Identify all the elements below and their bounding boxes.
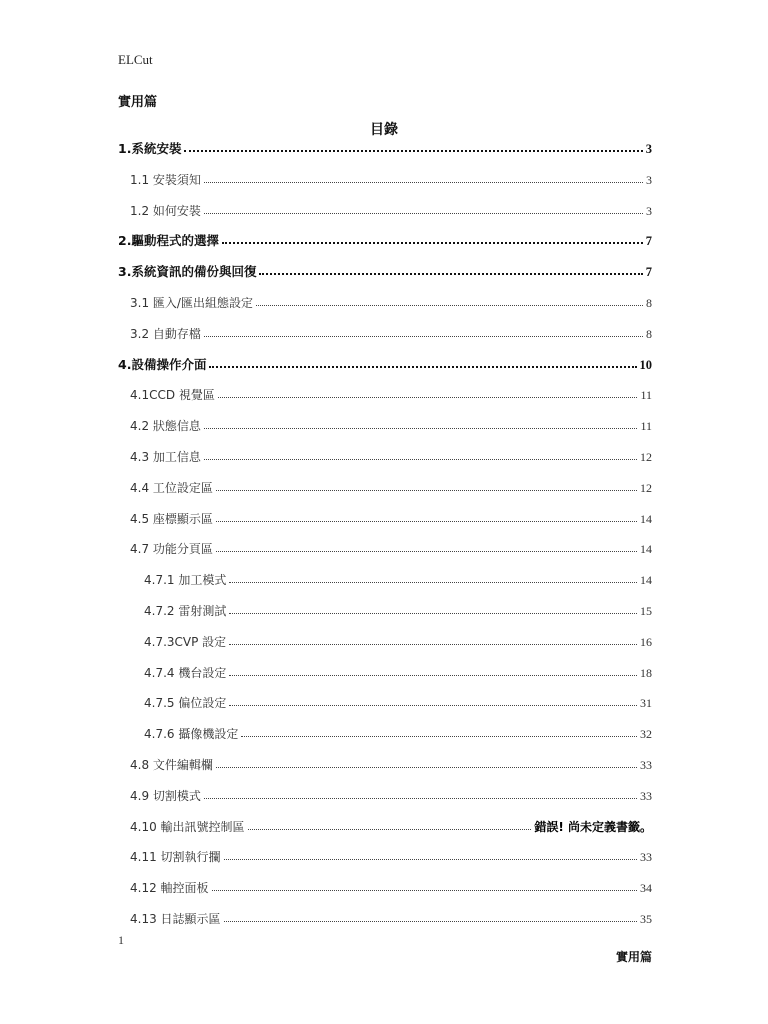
toc-entry-label: 4.8 文件編輯欄	[130, 758, 213, 772]
toc-leader-dots	[204, 797, 637, 799]
toc-leader-dots	[224, 920, 637, 922]
toc-leader-dots	[216, 550, 637, 552]
toc-entry-page-number: 14	[640, 511, 652, 526]
toc-entry-page-number: 34	[640, 881, 652, 896]
toc-leader-dots	[218, 396, 638, 398]
toc-entry-label: 4.7.1 加工模式	[144, 573, 227, 588]
toc-entry-error-text: 錯誤! 尚未定義書籤。	[534, 819, 652, 834]
toc-entry-label: 4.設備操作介面	[118, 356, 207, 372]
toc-entry[interactable]	[130, 845, 652, 865]
toc-entry-page-number: 35	[640, 912, 652, 926]
toc-entry-label: 4.5 座標顯示區	[130, 511, 213, 526]
toc-leader-dots	[212, 889, 637, 891]
toc-leader-dots	[222, 241, 643, 244]
toc-leader-dots	[256, 304, 643, 306]
section-title: 實用篇	[118, 95, 158, 110]
toc-leader-dots	[229, 643, 637, 645]
toc-entry-page-number: 14	[640, 573, 652, 588]
toc-entry-page-number: 11	[640, 388, 652, 403]
toc-entry[interactable]	[130, 507, 652, 527]
toc-leader-dots	[241, 735, 637, 737]
toc-leader-dots	[204, 335, 643, 337]
toc-entry[interactable]	[144, 599, 652, 619]
toc-entry[interactable]	[130, 876, 652, 896]
toc-entry-page-number: 3	[646, 172, 652, 187]
toc-entry-page-number: 15	[640, 604, 652, 618]
toc-entry-page-number: 33	[640, 788, 652, 803]
toc-entry-page-number: 11	[640, 419, 652, 434]
toc-entry-page-number: 3	[646, 203, 652, 218]
toc-entry[interactable]	[118, 353, 652, 373]
toc-entry[interactable]	[130, 383, 652, 403]
toc-entry-page-number: 16	[640, 634, 652, 649]
toc-heading: 目錄	[370, 122, 398, 138]
page-header: ELCut	[118, 52, 153, 67]
toc-entry-page-number: 3	[645, 142, 652, 156]
toc-leader-dots	[204, 212, 643, 214]
toc-entry[interactable]	[118, 260, 652, 280]
toc-entry[interactable]	[130, 537, 652, 557]
toc-entry-page-number: 12	[640, 480, 652, 495]
toc-entry-label: 4.3 加工信息	[130, 450, 201, 464]
toc-entry[interactable]	[130, 168, 652, 188]
toc-leader-dots	[204, 181, 643, 183]
toc-entry[interactable]	[144, 722, 652, 742]
toc-leader-dots	[216, 520, 637, 522]
toc-leader-dots	[204, 427, 638, 429]
toc-entry[interactable]	[130, 322, 652, 342]
toc-entry[interactable]	[144, 630, 652, 650]
toc-entry-label: 4.7.3CVP 設定	[144, 634, 227, 649]
toc-leader-dots	[224, 858, 637, 860]
toc-entry[interactable]	[130, 815, 652, 835]
toc-entry-label: 4.7.2 雷射測試	[144, 604, 227, 618]
toc-entry-label: 4.2 狀態信息	[130, 419, 201, 434]
toc-entry-page-number: 18	[640, 665, 652, 680]
toc-leader-dots	[184, 149, 642, 152]
toc-entry-label: 4.7.6 攝像機設定	[144, 727, 239, 742]
toc-entry-label: 4.7 功能分頁區	[130, 542, 213, 557]
toc-entry[interactable]	[130, 784, 652, 804]
toc-leader-dots	[216, 766, 637, 768]
toc-leader-dots	[209, 365, 636, 368]
toc-entry-page-number: 7	[645, 234, 652, 249]
toc-entry[interactable]	[130, 476, 652, 496]
toc-leader-dots	[259, 272, 642, 275]
toc-entry[interactable]	[130, 414, 652, 434]
toc-entry-page-number: 33	[640, 758, 652, 772]
toc-entry[interactable]	[130, 199, 652, 219]
toc-entry-label: 4.7.5 偏位設定	[144, 696, 227, 711]
toc-entry-page-number: 8	[646, 326, 652, 341]
toc-entry-label: 1.2 如何安裝	[130, 203, 201, 218]
toc-entry[interactable]	[118, 229, 652, 249]
toc-entry-label: 4.11 切割執行攔	[130, 850, 221, 865]
toc-entry-page-number: 32	[640, 727, 652, 742]
toc-entry-label: 2.驅動程式的選擇	[118, 233, 219, 249]
toc-entry-label: 4.9 切割模式	[130, 788, 201, 803]
toc-entry[interactable]	[130, 291, 652, 311]
toc-entry-label: 3.系統資訊的備份與回復	[118, 264, 257, 280]
toc-entry[interactable]	[144, 568, 652, 588]
toc-entry-page-number: 14	[640, 542, 652, 557]
footer-section-title: 實用篇	[615, 950, 652, 964]
toc-leader-dots	[216, 489, 637, 491]
toc-entry-label: 1.系統安裝	[118, 141, 182, 156]
toc-leader-dots	[229, 674, 637, 676]
footer-page-number: 1	[118, 933, 124, 947]
toc-entry-page-number: 33	[640, 850, 652, 865]
toc-entry-label: 1.1 安裝須知	[130, 172, 201, 187]
toc-entry-label: 3.2 自動存檔	[130, 326, 201, 341]
toc-leader-dots	[229, 612, 637, 614]
toc-entry-page-number: 7	[645, 265, 652, 280]
toc-entry-label: 3.1 匯入/匯出組態設定	[130, 296, 253, 310]
toc-entry[interactable]	[144, 661, 652, 681]
toc-leader-dots	[229, 704, 637, 706]
toc-leader-dots	[204, 458, 637, 460]
toc-entry-label: 4.1CCD 視覺區	[130, 388, 215, 403]
toc-leader-dots	[229, 581, 637, 583]
toc-entry-label: 4.7.4 機台設定	[144, 665, 227, 680]
toc-entry-page-number: 31	[640, 696, 652, 711]
toc-entry-label: 4.13 日誌顯示區	[130, 912, 221, 926]
toc-entry[interactable]	[130, 445, 652, 465]
toc-entry-page-number: 8	[646, 296, 652, 310]
toc-entry[interactable]	[118, 137, 652, 157]
toc-entry[interactable]	[144, 691, 652, 711]
toc-leader-dots	[248, 828, 532, 830]
toc-entry[interactable]	[130, 753, 652, 773]
toc-entry-label: 4.4 工位設定區	[130, 480, 213, 495]
toc-entry-label: 4.10 輸出訊號控制區	[130, 819, 245, 834]
toc-entry-page-number: 12	[640, 450, 652, 464]
toc-entry[interactable]	[130, 907, 652, 927]
toc-entry-label: 4.12 軸控面板	[130, 881, 209, 896]
toc-entry-page-number: 10	[639, 357, 652, 372]
